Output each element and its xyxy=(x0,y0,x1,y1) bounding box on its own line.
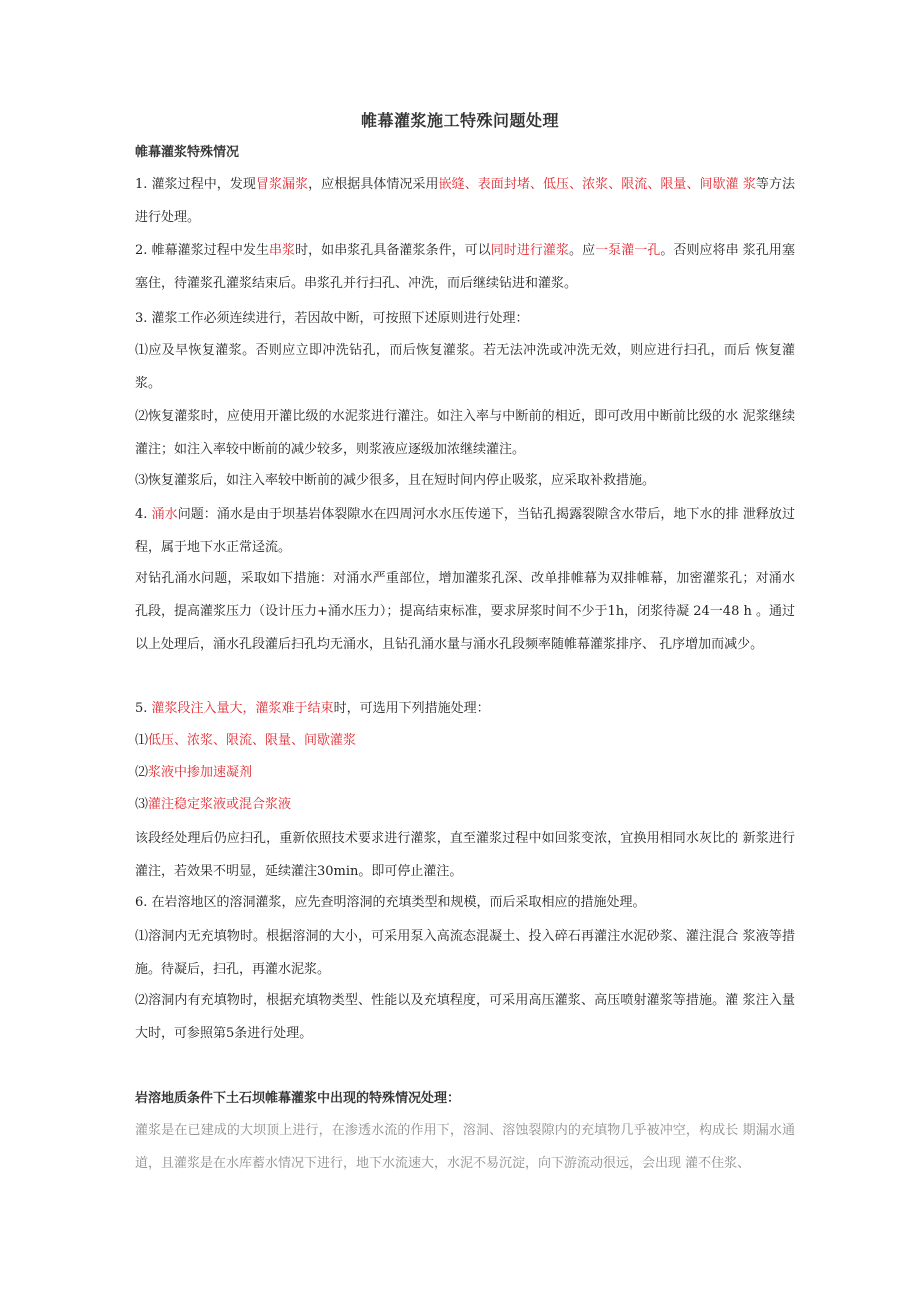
p4-highlight-water-gush: 涌水 xyxy=(151,507,178,522)
p5-text-c: 时，可选用下列措施处理： xyxy=(333,701,490,716)
paragraph-6-item-1: ⑴溶洞内无充填物时。根据溶洞的大小，可采用泵入高流态混凝土、投入碎石再灌注水泥砂浆、灌注混合 浆液等措施。待凝后，扫孔，再灌水泥浆。 xyxy=(135,929,795,977)
p2-text-a: 2. 帷幕灌浆过程中发生 xyxy=(135,243,269,258)
paragraph-2 xyxy=(135,234,795,300)
p5-item-3-text: 灌注稳定浆液或混合浆液 xyxy=(148,797,292,812)
p2-highlight-crossflow: 串浆 xyxy=(268,243,296,258)
p1-highlight-methods: 嵌缝、表面封堵、低压、浓浆、限流、限量、间歇灌 浆 xyxy=(438,177,756,192)
paragraph-5-item-3 xyxy=(135,788,795,821)
paragraph-6-item-2: ⑵溶洞内有充填物时，根据充填物类型、性能以及充填程度，可采用高压灌浆、高压喷射灌浆等措施。灌 浆注入量大时，可参照第5条进行处理。 xyxy=(135,993,795,1041)
paragraph-3-item-3: ⑶恢复灌浆后，如注入率较中断前的减少很多，且在短时间内停止吸浆，应采取补救措施。 xyxy=(135,473,656,488)
p1-text-c: ，应根据具体情况采用 xyxy=(308,177,439,192)
paragraph-5-note: 该段经处理后仍应扫孔，重新依照技术要求进行灌浆，直至灌浆过程中如回浆变浓，宜换用相同水灰比的 新浆进行灌注，若效果不明显，延续灌注30min。即可停止灌注。 xyxy=(135,831,795,879)
p5-item-3-num: ⑶ xyxy=(135,797,149,812)
section-heading-special-cases: 帷幕灌浆特殊情况 xyxy=(135,145,240,160)
p5-item-1-text: 低压、浓浆、限流、限量、间歇灌浆 xyxy=(148,733,357,748)
paragraph-5 xyxy=(135,692,795,725)
p5-item-2-num: ⑵ xyxy=(135,765,149,780)
p5-item-2-text: 浆液中掺加速凝剂 xyxy=(148,765,253,780)
p4-text-c: 问题：涌水是由于坝基岩体裂隙水在四周河水水压传递下，当钻孔揭露裂隙含水带后，地下水的排 泄释放过程，属于地下水正常迳流。 xyxy=(135,507,795,555)
p5-highlight-large-intake: 灌浆段注入量大，灌浆难于结束 xyxy=(151,701,334,716)
p5-item-1-num: ⑴ xyxy=(135,733,149,748)
paragraph-4-detail: 对钻孔涌水问题，采取如下措施：对涌水严重部位，增加灌浆孔深、改单排帷幕为双排帷幕，加密灌浆孔；对涌水孔段，提高灌浆压力（设计压力+涌水压力）；提高结束标准，要求屏浆时间不少于1h，闭浆待凝 24一48 h 。通过以上处理后，涌水孔段灌后扫孔均无涌水，且钻孔涌水量与涌水孔段频率随帷幕灌浆排序、 孔序增加而减少。 xyxy=(135,571,795,652)
paragraph-3: 3. 灌浆工作必须连续进行，若因故中断，可按照下述原则进行处理： xyxy=(135,311,529,326)
section-heading-karst: 岩溶地质条件下土石坝帷幕灌浆中出现的特殊情况处理： xyxy=(135,1091,461,1106)
p5-text-a: 5. xyxy=(135,701,152,716)
p2-highlight-simultaneous: 同时进行灌浆 xyxy=(490,243,570,258)
p2-text-c: 时，如串浆孔具备灌浆条件，可以 xyxy=(295,243,491,258)
p4-text-a: 4. xyxy=(135,507,152,522)
paragraph-1 xyxy=(135,168,795,234)
paragraph-5-item-1 xyxy=(135,724,795,757)
p2-highlight-one-pump: 一泵灌一孔 xyxy=(595,243,661,258)
paragraph-3-item-1: ⑴应及早恢复灌浆。否则应立即冲洗钻孔，而后恢复灌浆。若无法冲洗或冲洗无效，则应进行扫孔，而后 恢复灌浆。 xyxy=(135,343,795,391)
p1-text-a: 1. 灌浆过程中，发现 xyxy=(135,177,256,192)
paragraph-4 xyxy=(135,498,795,564)
paragraph-6: 6. 在岩溶地区的溶洞灌浆，应先查明溶洞的充填类型和规模，而后采取相应的措施处理。 xyxy=(135,895,646,910)
p2-text-g: 。否则应将串 浆孔用塞塞住，待灌浆孔灌浆结束后。串浆孔并行扫孔、冲洗，而后继续钻进和灌浆。 xyxy=(135,243,795,291)
document-title: 帷幕灌浆施工特殊问题处理 xyxy=(360,111,559,130)
section-2-paragraph: 灌浆是在已建成的大坝顶上进行，在渗透水流的作用下，溶洞、溶蚀裂隙内的充填物几乎被冲空，构成长 期漏水通道，且灌浆是在水库蓄水情况下进行，地下水流速大，水泥不易沉淀，向下游流动很远，会出现 灌不住浆、 xyxy=(135,1123,795,1171)
p2-text-e: 。应 xyxy=(569,243,596,258)
paragraph-3-item-2: ⑵恢复灌浆时，应使用开灌比级的水泥浆进行灌注。如注入率与中断前的相近，即可改用中断前比级的水 泥浆继续灌注；如注入率较中断前的减少较多，则浆液应逐级加浓继续灌注。 xyxy=(135,409,795,457)
p1-text-e: 等方法进行处理。 xyxy=(135,177,795,225)
p1-highlight-leakage: 冒浆漏浆 xyxy=(255,177,309,192)
paragraph-5-item-2 xyxy=(135,756,795,789)
